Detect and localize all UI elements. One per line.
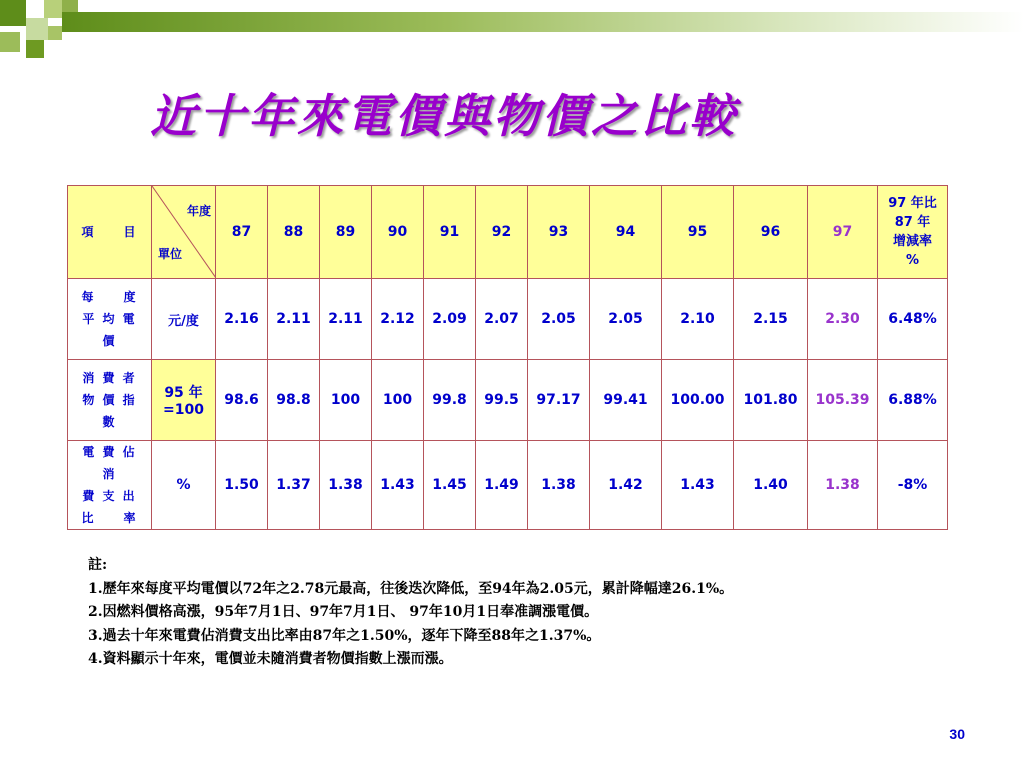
row-item-line: 消 (102, 467, 117, 481)
change-header-cell (878, 186, 948, 279)
row-item-cell (68, 360, 152, 441)
row-item-line: 消 費 者 (82, 371, 137, 385)
table-cell: 2.05 (590, 279, 662, 360)
decor-square (26, 18, 48, 40)
table-cell: 97.17 (528, 360, 590, 441)
note-line: 3.過去十年來電費佔消費支出比率由87年之1.50%，逐年下降至88年之1.37%。 (88, 627, 601, 644)
row-unit-line: 95 年 (164, 385, 203, 401)
row-item-cell (68, 279, 152, 360)
row-item-line: 物 價 指 (82, 393, 137, 407)
table-cell: 2.10 (662, 279, 734, 360)
table-cell: 1.45 (424, 441, 476, 530)
table-cell: 1.38 (320, 441, 372, 530)
table-cell: 98.8 (268, 360, 320, 441)
table-cell: 2.07 (476, 279, 528, 360)
decor-square (48, 26, 62, 40)
year-label: 年度 (186, 204, 211, 218)
year-header: 93 (528, 186, 590, 279)
table-cell: 1.38 (528, 441, 590, 530)
diagonal-divider (152, 186, 216, 278)
table-cell-highlight: 1.38 (808, 441, 878, 530)
table-cell: 99.41 (590, 360, 662, 441)
table-cell-highlight: 2.30 (808, 279, 878, 360)
decor-square (0, 32, 20, 52)
table-row (68, 360, 948, 441)
unit-label: 單位 (158, 247, 183, 261)
notes-section (88, 554, 988, 672)
table-header-row (68, 186, 948, 279)
item-header: 項 目 (81, 225, 138, 239)
table-cell: 2.12 (372, 279, 424, 360)
item-header-cell (68, 186, 152, 279)
notes-label: 註: (88, 557, 108, 573)
table-cell: 1.40 (734, 441, 808, 530)
table-cell: 1.43 (372, 441, 424, 530)
change-cell: -8% (878, 441, 948, 530)
year-header: 88 (268, 186, 320, 279)
decor-square (62, 0, 78, 12)
row-item-line: 數 (102, 415, 117, 429)
table-cell: 1.37 (268, 441, 320, 530)
table-cell: 1.42 (590, 441, 662, 530)
table-cell: 2.11 (268, 279, 320, 360)
year-header: 96 (734, 186, 808, 279)
row-item-line: 平 均 電 (82, 312, 137, 326)
price-comparison-table (67, 185, 948, 530)
change-header-line: 87 年 (894, 215, 931, 230)
page-title: 近十年來電價與物價之比較 (150, 89, 738, 143)
table-cell: 1.43 (662, 441, 734, 530)
year-header-highlight: 97 (808, 186, 878, 279)
row-item-line: 費 支 出 (82, 489, 137, 503)
row-item-line: 比 率 (81, 511, 138, 525)
change-header-line: 增減率 (892, 234, 932, 249)
row-unit-line: =100 (163, 402, 204, 418)
table-cell: 99.5 (476, 360, 528, 441)
row-item-line: 每 度 (81, 290, 138, 304)
row-item-line: 價 (102, 334, 117, 348)
row-unit: % (152, 441, 216, 530)
decor-square (26, 40, 44, 58)
decor-square (44, 0, 62, 18)
row-item-cell (68, 441, 152, 530)
note-line: 4.資料顯示十年來，電價並未隨消費者物價指數上漲而漲。 (88, 651, 453, 667)
table-cell: 100 (320, 360, 372, 441)
change-cell: 6.88% (878, 360, 948, 441)
table-cell: 2.11 (320, 279, 372, 360)
table-cell: 98.6 (216, 360, 268, 441)
table-row (68, 441, 948, 530)
year-header: 95 (662, 186, 734, 279)
table-cell: 2.09 (424, 279, 476, 360)
change-header-line: % (905, 253, 920, 268)
table-cell: 2.16 (216, 279, 268, 360)
table-cell: 2.15 (734, 279, 808, 360)
year-header: 90 (372, 186, 424, 279)
header-gradient-bar (62, 12, 1024, 32)
row-unit: 元/度 (152, 279, 216, 360)
year-header: 94 (590, 186, 662, 279)
note-line: 2.因燃料價格高漲，95年7月1日、97年7月1日、 97年10月1日奉准調漲電價。 (88, 604, 599, 620)
note-line: 1.歷年來每度平均電價以72年之2.78元最高，往後迭次降低，至94年為2.05元，累計降幅達26.1%。 (88, 580, 734, 597)
change-header-line: 97 年比 (888, 196, 937, 211)
table-cell: 2.05 (528, 279, 590, 360)
year-header: 89 (320, 186, 372, 279)
table-cell: 100.00 (662, 360, 734, 441)
table-cell-highlight: 105.39 (808, 360, 878, 441)
change-cell: 6.48% (878, 279, 948, 360)
year-header: 92 (476, 186, 528, 279)
table-cell: 1.49 (476, 441, 528, 530)
row-item-line: 電 費 佔 (82, 445, 137, 459)
year-header: 87 (216, 186, 268, 279)
table-row (68, 279, 948, 360)
year-header: 91 (424, 186, 476, 279)
year-unit-header-cell (152, 186, 216, 279)
table-cell: 99.8 (424, 360, 476, 441)
table-cell: 1.50 (216, 441, 268, 530)
row-unit-cell (152, 360, 216, 441)
table-cell: 100 (372, 360, 424, 441)
page-number: 30 (949, 726, 965, 742)
table-cell: 101.80 (734, 360, 808, 441)
decor-square (0, 0, 26, 26)
